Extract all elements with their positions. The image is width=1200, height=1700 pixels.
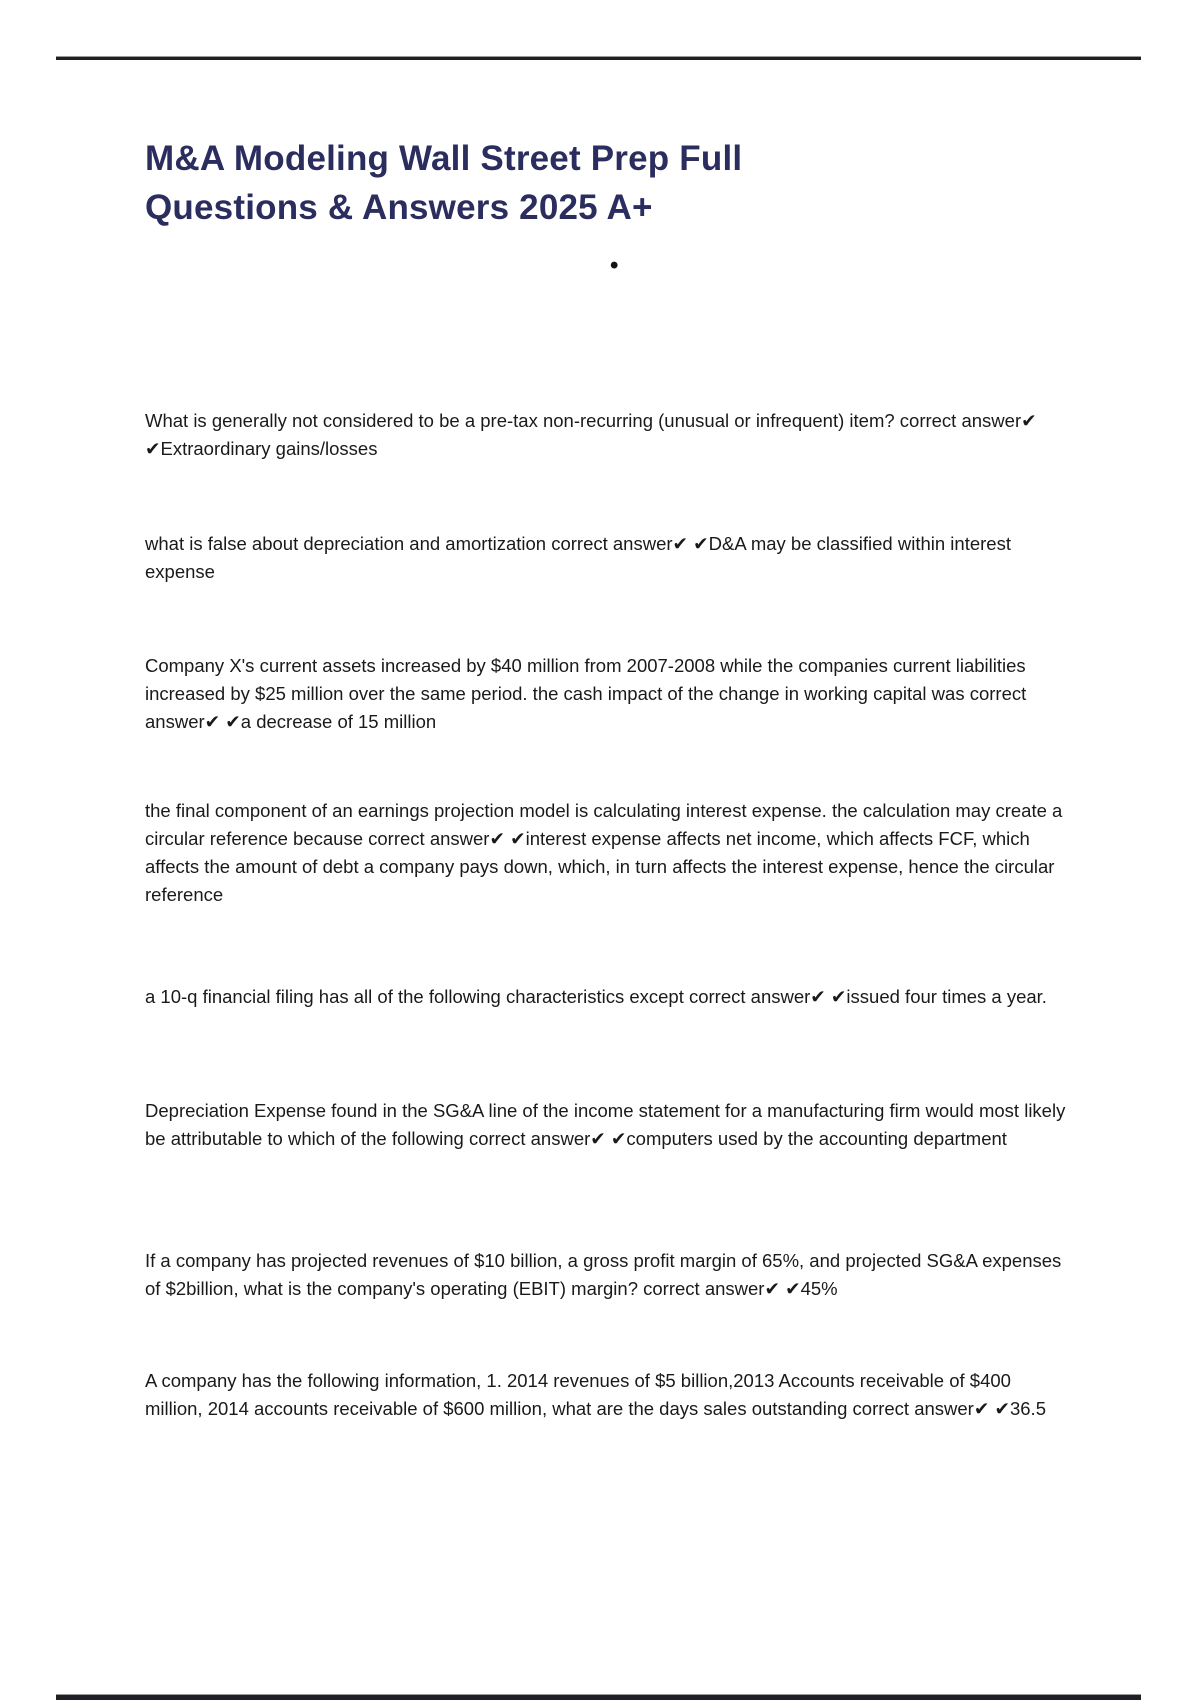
qa-paragraph: what is false about depreciation and amortization correct answer✔ ✔D&A may be classified within interest expense [145, 533, 1011, 582]
qa-paragraph: What is generally not considered to be a pre-tax non-recurring (unusual or infrequent) item? correct answer✔ ✔Extraordinary gains/losses [145, 410, 1037, 459]
page-title-line2: Questions & Answers 2025 A+ [145, 188, 653, 227]
qa-paragraph: If a company has projected revenues of $10 billion, a gross profit margin of 65%, and projected SG&A expenses of $2billion, what is the company's operating (EBIT) margin? correct answer✔ ✔45% [145, 1250, 1062, 1299]
top-divider [56, 56, 1141, 60]
bottom-divider [56, 1694, 1141, 1700]
page-title-line1: M&A Modeling Wall Street Prep Full [145, 139, 743, 178]
qa-paragraph: Depreciation Expense found in the SG&A line of the income statement for a manufacturing firm would most likely be attributable to which of the following correct answer✔ ✔computers used by the accounting department [145, 1100, 1066, 1149]
qa-paragraph: the final component of an earnings projection model is calculating interest expense. the calculation may create a circular reference because correct answer✔ ✔interest expense affects net income, which affects FCF, which affects the amount of debt a company pays down, which, in turn affects the interest expense, hence the circular reference [145, 800, 1063, 905]
page-title [145, 134, 1105, 232]
bullet-point: • [610, 252, 619, 279]
qa-paragraph: a 10-q financial filing has all of the following characteristics except correct answer✔ ✔issued four times a year. [145, 986, 1047, 1007]
qa-paragraph: A company has the following information, 1. 2014 revenues of $5 billion,2013 Accounts receivable of $400 million, 2014 accounts receivable of $600 million, what are the days sales outstanding correct answer✔ ✔36.5 [145, 1370, 1046, 1419]
qa-paragraph: Company X's current assets increased by $40 million from 2007-2008 while the companies current liabilities increased by $25 million over the same period. the cash impact of the change in working capital was correct answer✔ ✔a decrease of 15 million [145, 655, 1027, 732]
